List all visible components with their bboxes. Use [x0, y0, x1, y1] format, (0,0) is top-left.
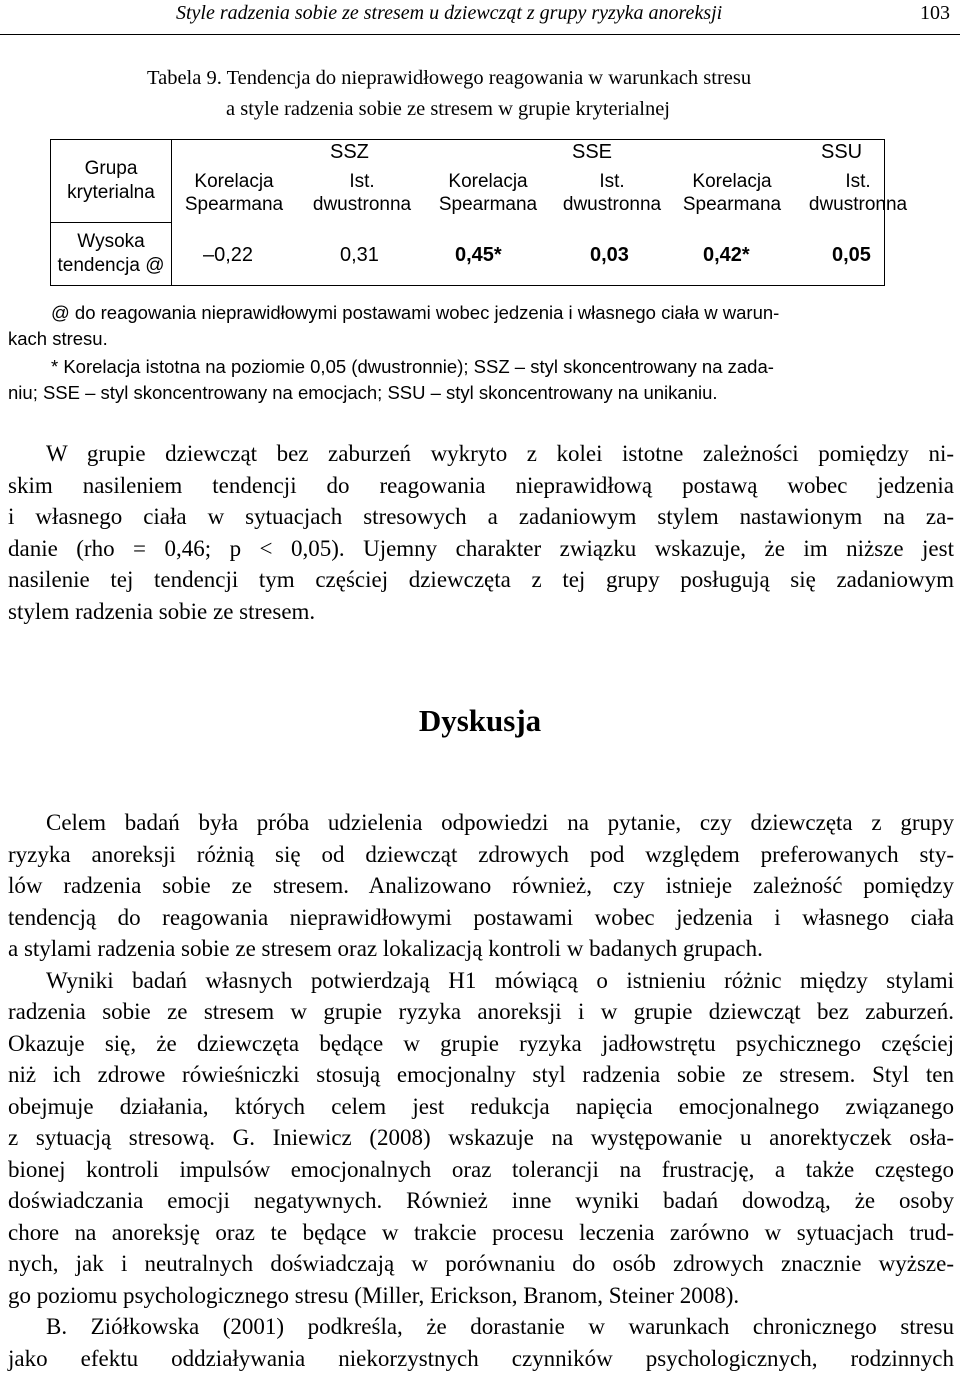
group-sse: SSE — [572, 141, 613, 163]
value-ssz-sig: 0,31 — [340, 244, 379, 266]
discussion-text — [8, 807, 954, 1374]
discussion-line: tendencją do reagowania nieprawidłowymi postawami wobec jedzenia i własnego ciała — [8, 904, 954, 930]
group-column — [51, 140, 172, 286]
col-ssu-sig — [794, 170, 922, 216]
col-sig-line-2: dwustronna — [808, 194, 908, 215]
paragraph-line: i własnego ciała w sytuacjach stresowych a zadaniowym stylem nastawionym na za- — [8, 504, 954, 529]
running-title: Style radzenia sobie ze stresem u dziewcząt z grupy ryzyka anoreksji — [176, 2, 723, 24]
group-header-line-2: kryterialna — [67, 182, 155, 203]
page-number: 103 — [920, 2, 950, 24]
running-header — [0, 0, 960, 35]
results-table — [50, 139, 908, 286]
col-ssz-sig — [298, 170, 426, 216]
data-area — [172, 140, 908, 286]
section-heading: Dyskusja — [418, 703, 542, 738]
discussion-line: niż ich zdrowe rówieśniczki stosują emocjonalny styl radzenia sobie ze stresem. Styl ten — [8, 1062, 954, 1087]
note-2-line-2: niu; SSE – styl skoncentrowany na emocjach; SSU – styl skoncentrowany na unikaniu. — [8, 382, 718, 403]
discussion-line: a stylami radzenia sobie ze stresem oraz lokalizacją kontroli w badanych grupach. — [8, 936, 763, 961]
discussion-line: doświadczania emocji negatywnych. Również inne wyniki badań dowodzą, że osoby — [8, 1188, 954, 1213]
discussion-line: jako efektu oddziaływania niekorzystnych czynników psychologicznych, rodzinnych — [8, 1345, 954, 1371]
row-label — [51, 223, 171, 285]
discussion-line: chore na anoreksję oraz te będące w trakcie procesu leczenia zarówno w sytuacjach trud- — [8, 1219, 954, 1245]
col-sig-line-2: dwustronna — [312, 194, 412, 215]
value-sse-sig: 0,03 — [590, 244, 629, 266]
discussion-line: bionej kontroli impulsów emocjonalnych oraz tolerancji na frustrację, a także częstego — [8, 1156, 954, 1182]
caption-line-2: a style radzenia sobie ze stresem w grupie kryterialnej — [226, 98, 670, 120]
value-sse-corr: 0,45* — [455, 244, 502, 266]
group-header-line-1: Grupa — [84, 158, 138, 179]
body-paragraph — [8, 438, 954, 627]
col-sig-line-2: dwustronna — [562, 194, 662, 215]
discussion-line: obejmuje działania, których celem jest redukcja napięcia emocjonalnego związanego — [8, 1093, 954, 1119]
paragraph-line: stylem radzenia sobie ze stresem. — [8, 598, 316, 624]
paragraph-line: nasilenie tej tendencji tym częściej dziewczęta z tej grupy posługują się zadaniowym — [8, 567, 954, 592]
paragraph-line: danie (rho = 0,46; p < 0,05). Ujemny charakter związku wskazuje, że im niższe jest — [8, 535, 954, 561]
paragraph-line: skim nasileniem tendencji do reagowania nieprawidłową postawą wobec jedzenia — [8, 472, 954, 498]
value-ssu-corr: 0,42* — [703, 244, 750, 266]
col-corr-line-1: Korelacja — [448, 171, 528, 192]
col-corr-line-2: Spearmana — [682, 194, 782, 215]
paragraph-line: W grupie dziewcząt bez zaburzeń wykryto z kolei istotne zależności pomiędzy ni- — [46, 441, 954, 466]
group-ssu: SSU — [821, 141, 863, 163]
discussion-line: radzenia sobie ze stresem w grupie ryzyka anoreksji i w grupie dziewcząt bez zaburzeń. — [8, 999, 954, 1024]
discussion-line: nych, jak i neutralnych doświadczają w porównaniu do osób zdrowych znacznie wyższe- — [8, 1251, 954, 1276]
discussion-line: Okazuje się, że dziewczęta będące w grupie ryzyka jadłowstrętu psychicznego częściej — [8, 1030, 954, 1056]
col-corr-line-1: Korelacja — [692, 171, 772, 192]
group-ssz: SSZ — [330, 141, 369, 163]
value-ssu-sig: 0,05 — [832, 244, 871, 266]
note-2-line-1: * Korelacja istotna na poziomie 0,05 (dwustronnie); SSZ – styl skoncentrowany na zada- — [51, 356, 774, 377]
group-header — [51, 140, 171, 223]
discussion-line: Celem badań była próba udzielenia odpowiedzi na pytanie, czy dziewczęta z grupy — [46, 810, 954, 835]
col-sig-line-1: Ist. — [599, 171, 625, 192]
row-label-line-2: tendencja @ — [57, 255, 165, 276]
discussion-line: ryzyka anoreksji różnią się od dziewcząt zdrowych pod względem preferowanych sty- — [8, 841, 954, 867]
col-corr-line-2: Spearmana — [438, 194, 538, 215]
discussion-line: Wyniki badań własnych potwierdzają H1 mówiącą o istnieniu różnic między stylami — [46, 967, 954, 993]
col-ssz-corr — [174, 170, 294, 216]
discussion-line: lów radzenia sobie ze stresem. Analizowano również, czy istnieje zależność pomiędzy — [8, 873, 954, 898]
col-corr-line-1: Korelacja — [194, 171, 274, 192]
col-sse-sig — [548, 170, 676, 216]
note-1-line-2: kach stresu. — [8, 328, 108, 349]
discussion-line: B. Ziółkowska (2001) podkreśla, że dorastanie w warunkach chronicznego stresu — [46, 1314, 954, 1339]
col-sig-line-1: Ist. — [845, 171, 871, 192]
col-ssu-corr — [672, 170, 792, 216]
value-ssz-corr: –0,22 — [203, 244, 254, 266]
discussion-line: z sytuacją stresową. G. Iniewicz (2008) wskazuje na występowanie u anorektyczek osła- — [8, 1125, 954, 1150]
col-corr-line-2: Spearmana — [184, 194, 284, 215]
caption-line-1: Tabela 9. Tendencja do nieprawidłowego reagowania w warunkach stresu — [147, 67, 752, 89]
row-label-line-1: Wysoka — [77, 231, 145, 252]
col-sse-corr — [428, 170, 548, 216]
discussion-line: go poziomu psychologicznego stresu (Miller, Erickson, Branom, Steiner 2008). — [8, 1282, 740, 1308]
col-sig-line-1: Ist. — [349, 171, 375, 192]
note-1-line-1: @ do reagowania nieprawidłowymi postawami wobec jedzenia i własnego ciała w warun- — [51, 302, 780, 323]
